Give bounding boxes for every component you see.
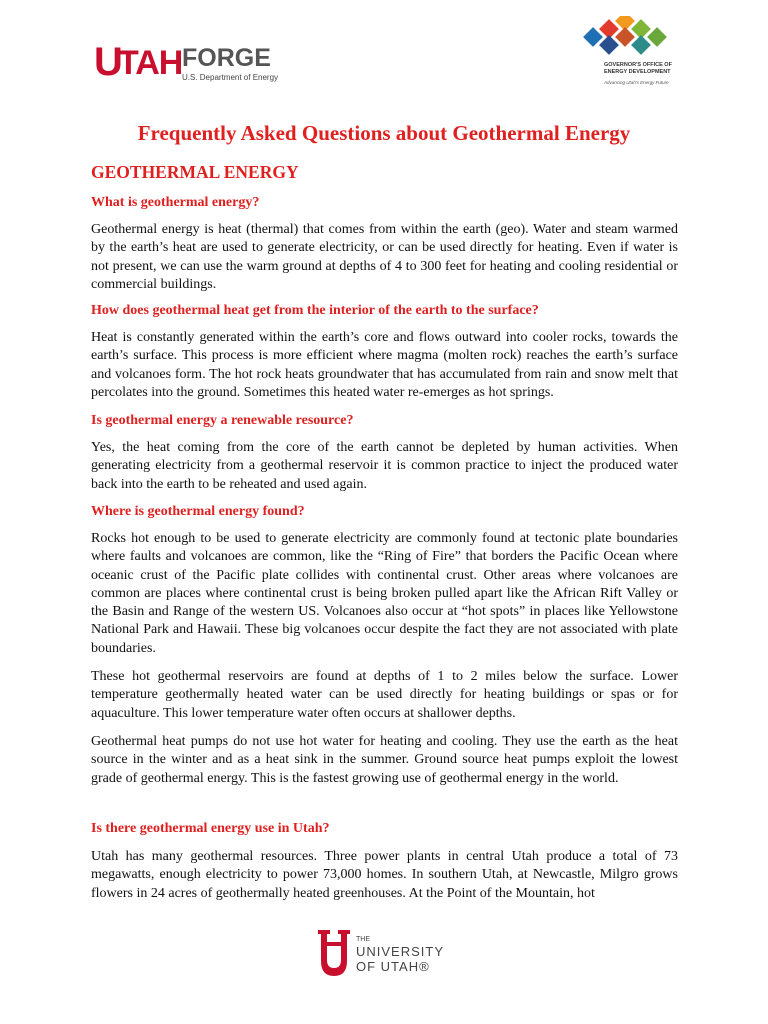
faq-answer-paragraph: These hot geothermal reservoirs are found at depths of 1 to 2 miles below the surface. Lower temperature geothermally heated water can be used directly for heating buildings or spas or for aquaculture. This lower temperature water often occurs at shallower depths. [91,669,678,721]
faq-answer-paragraph: Yes, the heat coming from the core of the earth cannot be depleted by human activities. When generating electricity from a geothermal reservoir it is common practice to inject the produced water back into the earth to be reheated and used again. [91,440,678,492]
faq-answer-paragraph: Geothermal heat pumps do not use hot water for heating and cooling. They use the earth as the heat source in the winter and as a heat sink in the summer. Ground source heat pumps exploit the lowest grade of geothermal energy. This is the fastest growing use of geothermal energy in the world. [91,734,678,786]
goed-tagline: Advancing Utah's Energy Future [604,80,669,85]
faq-question: Is there geothermal energy use in Utah? [91,821,330,836]
faq-question: Is geothermal energy a renewable resource? [91,413,354,428]
footer-the: THE [356,936,370,943]
university-of-utah-logo [316,928,466,988]
faq-answer-paragraph: Geothermal energy is heat (thermal) that comes from within the earth (geo). Water and steam warmed by the earth’s heat are used to generate electricity, or can be used directly for heating. Even if water is not present, we can use the warm ground at depths of 4 to 300 feet for heating and cooling residential or commercial buildings. [91,222,678,292]
logo-u-letter: U [94,40,123,84]
faq-question: What is geothermal energy? [91,195,260,210]
faq-answer-paragraph: Utah has many geothermal resources. Three power plants in central Utah produce a total of 73 megawatts, enough electricity to power 73,000 homes. In southern Utah, at Newcastle, Milgro grows flowers in 24 acres of geothermally heated greenhouses. At the Point of the Mountain, hot [91,849,678,901]
faq-answer-paragraph: Heat is constantly generated within the earth’s core and flows outward into cooler rocks, towards the earth’s surface. This process is more efficient where magma (molten rock) reaches the earth’s surface and volcanoes form. The hot rock heats groundwater that has accumulated from rain and snow melt that percolates into the ground. Sometimes this heated water re-emerges as hot springs. [91,330,678,400]
faq-question: Where is geothermal energy found? [91,504,305,519]
footer-of-utah: OF UTAH® [356,959,430,974]
goed-diamonds-icon [576,16,676,66]
footer-university: UNIVERSITY [356,944,445,959]
faq-question: How does geothermal heat get from the interior of the earth to the surface? [91,303,539,318]
goed-name: GOVERNOR'S OFFICE OF ENERGY DEVELOPMENT [604,62,672,75]
utah-forge-logo [94,40,279,86]
logo-doe-subtitle: U.S. Department of Energy [182,73,279,82]
page-title: Frequently Asked Questions about Geothermal Energy [137,121,631,145]
goed-logo [576,16,676,92]
block-u-icon [316,928,352,980]
logo-tah-text: TAH [118,44,183,82]
section-heading: GEOTHERMAL ENERGY [91,162,299,182]
faq-answer-paragraph: Rocks hot enough to be used to generate electricity are commonly found at tectonic plate boundaries where faults and volcanoes are common, like the “Ring of Fire” that borders the Pacific Ocean where oceanic crust of the Pacific plate collides with continental crust. Other areas where volcanoes are common are places where continental crust is being broken pulled apart like the African Rift Valley or the Basin and Range of the western US. Volcanoes also occur at “hot spots” in places like Yellowstone National Park and Hawaii. These big volcanoes occur despite the fact they are not associated with plate boundaries. [91,531,678,656]
logo-forge-text: FORGE [182,44,271,72]
